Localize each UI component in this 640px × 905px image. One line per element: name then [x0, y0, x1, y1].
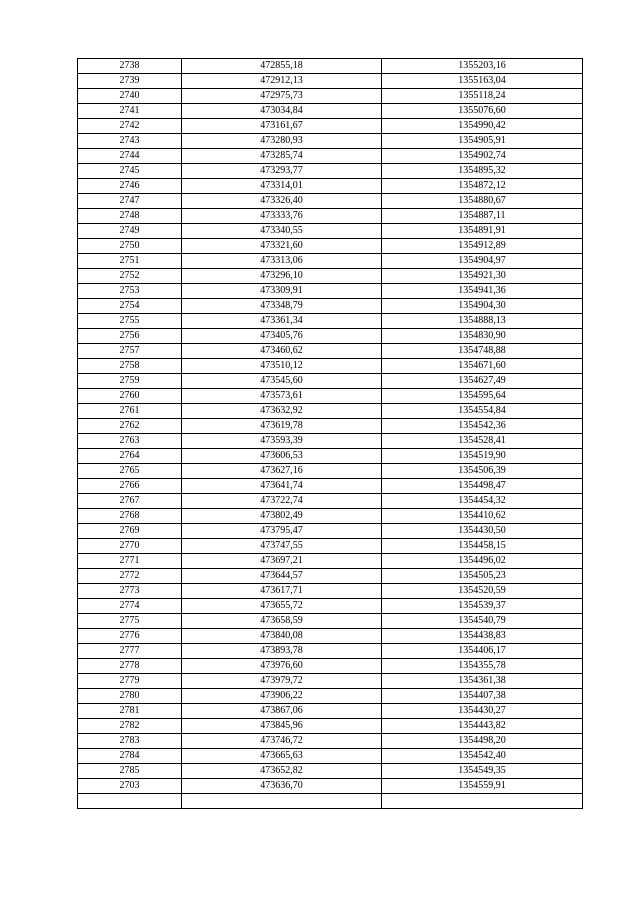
table-row: [78, 404, 583, 419]
table-row: [78, 359, 583, 374]
x-coordinate-cell: 473296,10: [182, 269, 382, 284]
x-coordinate-cell: 473510,12: [182, 359, 382, 374]
y-coordinate-cell: 1354990,42: [382, 119, 583, 134]
x-coordinate-cell: 473280,93: [182, 134, 382, 149]
point-number-cell: [78, 794, 182, 809]
point-number-cell: 2746: [78, 179, 182, 194]
table-row: [78, 59, 583, 74]
x-coordinate-cell: 473746,72: [182, 734, 382, 749]
x-coordinate-cell: 472975,73: [182, 89, 382, 104]
y-coordinate-cell: 1354539,37: [382, 599, 583, 614]
x-coordinate-cell: 473636,70: [182, 779, 382, 794]
y-coordinate-cell: 1355118,24: [382, 89, 583, 104]
x-coordinate-cell: 473840,08: [182, 629, 382, 644]
table-row: [78, 329, 583, 344]
y-coordinate-cell: 1354430,27: [382, 704, 583, 719]
x-coordinate-cell: 473627,16: [182, 464, 382, 479]
table-row: [78, 74, 583, 89]
table-row: [78, 719, 583, 734]
point-number-cell: 2761: [78, 404, 182, 419]
point-number-cell: 2783: [78, 734, 182, 749]
point-number-cell: 2774: [78, 599, 182, 614]
point-number-cell: 2743: [78, 134, 182, 149]
x-coordinate-cell: 473321,60: [182, 239, 382, 254]
table-row: [78, 314, 583, 329]
table-row: [78, 224, 583, 239]
x-coordinate-cell: 473285,74: [182, 149, 382, 164]
coordinates-table-body: [78, 59, 583, 809]
y-coordinate-cell: 1354496,02: [382, 554, 583, 569]
table-row: [78, 449, 583, 464]
x-coordinate-cell: 473906,22: [182, 689, 382, 704]
y-coordinate-cell: 1354595,64: [382, 389, 583, 404]
y-coordinate-cell: 1354410,62: [382, 509, 583, 524]
point-number-cell: 2744: [78, 149, 182, 164]
table-row: [78, 149, 583, 164]
table-row: [78, 659, 583, 674]
x-coordinate-cell: 473340,55: [182, 224, 382, 239]
point-number-cell: 2782: [78, 719, 182, 734]
point-number-cell: 2703: [78, 779, 182, 794]
x-coordinate-cell: 473976,60: [182, 659, 382, 674]
x-coordinate-cell: 473034,84: [182, 104, 382, 119]
point-number-cell: 2739: [78, 74, 182, 89]
y-coordinate-cell: 1354912,89: [382, 239, 583, 254]
x-coordinate-cell: 473573,61: [182, 389, 382, 404]
y-coordinate-cell: 1354905,91: [382, 134, 583, 149]
point-number-cell: 2740: [78, 89, 182, 104]
y-coordinate-cell: 1354454,32: [382, 494, 583, 509]
point-number-cell: 2760: [78, 389, 182, 404]
y-coordinate-cell: 1354904,97: [382, 254, 583, 269]
table-row: [78, 689, 583, 704]
x-coordinate-cell: 473867,06: [182, 704, 382, 719]
point-number-cell: 2752: [78, 269, 182, 284]
point-number-cell: 2767: [78, 494, 182, 509]
y-coordinate-cell: 1354904,30: [382, 299, 583, 314]
y-coordinate-cell: 1354498,47: [382, 479, 583, 494]
point-number-cell: 2750: [78, 239, 182, 254]
point-number-cell: 2780: [78, 689, 182, 704]
point-number-cell: 2764: [78, 449, 182, 464]
point-number-cell: 2769: [78, 524, 182, 539]
table-row: [78, 749, 583, 764]
x-coordinate-cell: 473333,76: [182, 209, 382, 224]
y-coordinate-cell: 1354872,12: [382, 179, 583, 194]
table-row: [78, 104, 583, 119]
x-coordinate-cell: 473313,06: [182, 254, 382, 269]
x-coordinate-cell: 473802,49: [182, 509, 382, 524]
table-row: [78, 389, 583, 404]
point-number-cell: 2775: [78, 614, 182, 629]
table-row: [78, 194, 583, 209]
y-coordinate-cell: 1354627,49: [382, 374, 583, 389]
point-number-cell: 2766: [78, 479, 182, 494]
point-number-cell: 2745: [78, 164, 182, 179]
x-coordinate-cell: 473979,72: [182, 674, 382, 689]
table-row: [78, 434, 583, 449]
y-coordinate-cell: 1354406,17: [382, 644, 583, 659]
x-coordinate-cell: 472912,13: [182, 74, 382, 89]
table-row: [78, 794, 583, 809]
table-row: [78, 584, 583, 599]
point-number-cell: 2771: [78, 554, 182, 569]
table-row: [78, 674, 583, 689]
point-number-cell: 2776: [78, 629, 182, 644]
point-number-cell: 2751: [78, 254, 182, 269]
table-row: [78, 764, 583, 779]
point-number-cell: 2748: [78, 209, 182, 224]
table-row: [78, 524, 583, 539]
x-coordinate-cell: 473795,47: [182, 524, 382, 539]
point-number-cell: 2759: [78, 374, 182, 389]
table-row: [78, 704, 583, 719]
y-coordinate-cell: 1354361,38: [382, 674, 583, 689]
table-row: [78, 134, 583, 149]
y-coordinate-cell: 1355203,16: [382, 59, 583, 74]
y-coordinate-cell: 1354407,38: [382, 689, 583, 704]
table-row: [78, 344, 583, 359]
table-row: [78, 374, 583, 389]
table-row: [78, 779, 583, 794]
table-row: [78, 119, 583, 134]
table-row: [78, 179, 583, 194]
x-coordinate-cell: 473722,74: [182, 494, 382, 509]
y-coordinate-cell: 1354549,35: [382, 764, 583, 779]
x-coordinate-cell: 473893,78: [182, 644, 382, 659]
point-number-cell: 2765: [78, 464, 182, 479]
point-number-cell: 2742: [78, 119, 182, 134]
y-coordinate-cell: 1354542,40: [382, 749, 583, 764]
x-coordinate-cell: 473697,21: [182, 554, 382, 569]
y-coordinate-cell: 1355163,04: [382, 74, 583, 89]
x-coordinate-cell: 473361,34: [182, 314, 382, 329]
x-coordinate-cell: 473632,92: [182, 404, 382, 419]
point-number-cell: 2763: [78, 434, 182, 449]
x-coordinate-cell: 473845,96: [182, 719, 382, 734]
point-number-cell: 2757: [78, 344, 182, 359]
y-coordinate-cell: 1354443,82: [382, 719, 583, 734]
y-coordinate-cell: 1354540,79: [382, 614, 583, 629]
point-number-cell: 2768: [78, 509, 182, 524]
table-row: [78, 599, 583, 614]
point-number-cell: 2741: [78, 104, 182, 119]
x-coordinate-cell: 473617,71: [182, 584, 382, 599]
x-coordinate-cell: 472855,18: [182, 59, 382, 74]
point-number-cell: 2762: [78, 419, 182, 434]
x-coordinate-cell: 473652,82: [182, 764, 382, 779]
y-coordinate-cell: 1354355,78: [382, 659, 583, 674]
y-coordinate-cell: 1354921,30: [382, 269, 583, 284]
y-coordinate-cell: 1354498,20: [382, 734, 583, 749]
table-row: [78, 629, 583, 644]
table-row: [78, 479, 583, 494]
table-row: [78, 509, 583, 524]
x-coordinate-cell: 473644,57: [182, 569, 382, 584]
y-coordinate-cell: 1354430,50: [382, 524, 583, 539]
y-coordinate-cell: 1354458,15: [382, 539, 583, 554]
y-coordinate-cell: 1354438,83: [382, 629, 583, 644]
y-coordinate-cell: 1354519,90: [382, 449, 583, 464]
table-row: [78, 569, 583, 584]
point-number-cell: 2784: [78, 749, 182, 764]
point-number-cell: 2781: [78, 704, 182, 719]
y-coordinate-cell: 1354891,91: [382, 224, 583, 239]
table-row: [78, 419, 583, 434]
x-coordinate-cell: 473309,91: [182, 284, 382, 299]
y-coordinate-cell: [382, 794, 583, 809]
table-row: [78, 269, 583, 284]
point-number-cell: 2755: [78, 314, 182, 329]
y-coordinate-cell: 1354671,60: [382, 359, 583, 374]
point-number-cell: 2773: [78, 584, 182, 599]
point-number-cell: 2777: [78, 644, 182, 659]
x-coordinate-cell: 473619,78: [182, 419, 382, 434]
point-number-cell: 2785: [78, 764, 182, 779]
point-number-cell: 2753: [78, 284, 182, 299]
y-coordinate-cell: 1354554,84: [382, 404, 583, 419]
table-row: [78, 164, 583, 179]
point-number-cell: 2772: [78, 569, 182, 584]
point-number-cell: 2754: [78, 299, 182, 314]
x-coordinate-cell: 473641,74: [182, 479, 382, 494]
x-coordinate-cell: 473293,77: [182, 164, 382, 179]
y-coordinate-cell: 1354888,13: [382, 314, 583, 329]
y-coordinate-cell: 1354887,11: [382, 209, 583, 224]
point-number-cell: 2747: [78, 194, 182, 209]
table-row: [78, 254, 583, 269]
x-coordinate-cell: 473545,60: [182, 374, 382, 389]
point-number-cell: 2770: [78, 539, 182, 554]
y-coordinate-cell: 1355076,60: [382, 104, 583, 119]
table-row: [78, 644, 583, 659]
y-coordinate-cell: 1354505,23: [382, 569, 583, 584]
table-row: [78, 89, 583, 104]
table-row: [78, 209, 583, 224]
x-coordinate-cell: 473405,76: [182, 329, 382, 344]
y-coordinate-cell: 1354902,74: [382, 149, 583, 164]
table-row: [78, 539, 583, 554]
x-coordinate-cell: [182, 794, 382, 809]
x-coordinate-cell: 473348,79: [182, 299, 382, 314]
x-coordinate-cell: 473665,63: [182, 749, 382, 764]
point-number-cell: 2756: [78, 329, 182, 344]
y-coordinate-cell: 1354895,32: [382, 164, 583, 179]
table-row: [78, 284, 583, 299]
table-row: [78, 614, 583, 629]
table-row: [78, 734, 583, 749]
y-coordinate-cell: 1354559,91: [382, 779, 583, 794]
x-coordinate-cell: 473161,67: [182, 119, 382, 134]
point-number-cell: 2779: [78, 674, 182, 689]
x-coordinate-cell: 473747,55: [182, 539, 382, 554]
table-row: [78, 239, 583, 254]
x-coordinate-cell: 473606,53: [182, 449, 382, 464]
y-coordinate-cell: 1354520,59: [382, 584, 583, 599]
y-coordinate-cell: 1354506,39: [382, 464, 583, 479]
y-coordinate-cell: 1354880,67: [382, 194, 583, 209]
x-coordinate-cell: 473314,01: [182, 179, 382, 194]
point-number-cell: 2778: [78, 659, 182, 674]
table-row: [78, 554, 583, 569]
point-number-cell: 2749: [78, 224, 182, 239]
y-coordinate-cell: 1354748,88: [382, 344, 583, 359]
x-coordinate-cell: 473658,59: [182, 614, 382, 629]
point-number-cell: 2738: [78, 59, 182, 74]
x-coordinate-cell: 473655,72: [182, 599, 382, 614]
coordinates-table: [77, 58, 583, 809]
table-row: [78, 299, 583, 314]
y-coordinate-cell: 1354941,36: [382, 284, 583, 299]
point-number-cell: 2758: [78, 359, 182, 374]
y-coordinate-cell: 1354830,90: [382, 329, 583, 344]
x-coordinate-cell: 473460,62: [182, 344, 382, 359]
table-row: [78, 494, 583, 509]
y-coordinate-cell: 1354528,41: [382, 434, 583, 449]
x-coordinate-cell: 473326,40: [182, 194, 382, 209]
y-coordinate-cell: 1354542,36: [382, 419, 583, 434]
table-row: [78, 464, 583, 479]
x-coordinate-cell: 473593,39: [182, 434, 382, 449]
